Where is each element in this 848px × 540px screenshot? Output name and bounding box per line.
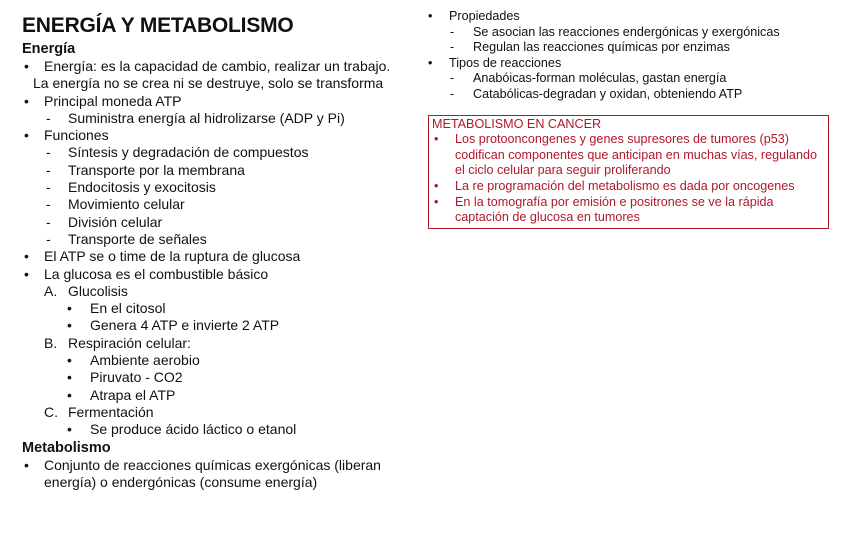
bullet-marker: • xyxy=(434,178,439,193)
respiracion-sub-text: Atrapa el ATP xyxy=(90,386,176,403)
bullet-marker: • xyxy=(24,92,29,109)
bullet-energia-definition xyxy=(22,58,417,75)
funciones-item xyxy=(22,162,417,179)
energia-definition-text: Energía: es la capacidad de cambio, realizar un trabajo. xyxy=(44,58,391,74)
dash-marker: - xyxy=(450,24,455,39)
fermentacion-sub-item xyxy=(22,421,417,438)
dash-marker: - xyxy=(46,213,51,230)
dash-marker: - xyxy=(46,196,51,213)
bullet-marker: • xyxy=(24,265,29,282)
respiracion-label: Respiración celular: xyxy=(68,334,191,351)
glucolisis-sub-text: En el citosol xyxy=(90,300,166,317)
cancer-heading: METABOLISMO EN CANCER xyxy=(432,116,602,131)
bullet-atp xyxy=(22,93,417,110)
page-title: ENERGÍA Y METABOLISMO xyxy=(22,14,294,37)
respiracion-sub-item xyxy=(22,387,417,404)
dash-marker: - xyxy=(46,179,51,196)
glucolisis-item xyxy=(22,283,417,300)
funciones-item-text: Endocitosis y exocitosis xyxy=(68,179,216,196)
cancer-item-text: La re programación del metabolismo es dada por oncogenes xyxy=(455,178,795,193)
letter-marker: B. xyxy=(44,334,58,351)
dash-marker: - xyxy=(46,144,51,161)
bullet-marker: • xyxy=(67,421,72,438)
fermentacion-sub-text: Se produce ácido láctico o etanol xyxy=(90,421,297,438)
propiedades-item-text: Se asocian las reacciones endergónicas y exergónicas xyxy=(473,24,780,39)
funciones-item xyxy=(22,196,417,213)
bullet-tipos xyxy=(428,56,838,72)
atp-glucosa-text: El ATP se o time de la ruptura de glucosa xyxy=(44,248,301,265)
atp-sub-item xyxy=(22,110,417,127)
cancer-item-text: En la tomografía por emisión e positrones se ve la rápida xyxy=(455,194,774,209)
glucolisis-sub-text: Genera 4 ATP e invierte 2 ATP xyxy=(90,317,280,334)
cancer-item xyxy=(432,179,824,195)
propiedades-item xyxy=(428,25,838,41)
atp-sub-text: Suministra energía al hidrolizarse (ADP y Pi) xyxy=(68,109,345,126)
bullet-glucosa xyxy=(22,266,417,283)
bullet-marker: • xyxy=(428,55,433,70)
respiracion-item xyxy=(22,335,417,352)
tipos-item-text: Anabóicas-forman moléculas, gastan energía xyxy=(473,71,727,86)
bullet-marker: • xyxy=(67,386,72,403)
tipos-text: Tipos de reacciones xyxy=(449,55,562,70)
metabolismo-heading: Metabolismo xyxy=(22,439,111,456)
funciones-item-text: Síntesis y degradación de compuestos xyxy=(68,144,309,161)
cancer-item-continuation: captación de glucosa en tumores xyxy=(455,210,640,225)
bullet-marker: • xyxy=(24,127,29,144)
propiedades-item-text: Regulan las reacciones químicas por enzimas xyxy=(473,40,730,55)
funciones-item-text: Transporte por la membrana xyxy=(68,161,245,178)
tipos-item xyxy=(428,71,838,87)
bullet-marker: • xyxy=(24,58,29,74)
bullet-metabolismo-definition xyxy=(22,457,417,474)
funciones-item-text: Transporte de señales xyxy=(68,230,207,247)
dash-marker: - xyxy=(450,86,455,101)
bullet-marker: • xyxy=(428,9,433,23)
right-column xyxy=(428,9,838,229)
metabolismo-definition-line2: energía) o endergónicas (consume energía) xyxy=(44,473,318,490)
letter-marker: A. xyxy=(44,282,58,299)
propiedades-item xyxy=(428,40,838,56)
atp-text: Principal moneda ATP xyxy=(44,92,182,109)
glucolisis-sub-item xyxy=(22,300,417,317)
funciones-item-text: Movimiento celular xyxy=(68,196,185,213)
bullet-marker: • xyxy=(434,194,439,209)
cancer-item xyxy=(432,195,824,211)
funciones-item xyxy=(22,144,417,161)
cancer-item xyxy=(432,132,824,148)
glucolisis-label: Glucolisis xyxy=(68,282,128,299)
bullet-marker: • xyxy=(67,369,72,386)
respiracion-sub-text: Piruvato - CO2 xyxy=(90,369,183,386)
cancer-item-continuation: codifican componentes que anticipan en muchas vías, regulando xyxy=(455,147,817,162)
metabolismo-definition-line1: Conjunto de reacciones químicas exergónicas (liberan xyxy=(44,456,381,473)
bullet-atp-glucosa xyxy=(22,248,417,265)
cancer-item-text: Los protooncongenes y genes supresores de tumores (p53) xyxy=(455,132,789,147)
funciones-item xyxy=(22,231,417,248)
dash-marker: - xyxy=(46,109,51,126)
left-column xyxy=(22,12,417,491)
tipos-item-text: Catabólicas-degradan y oxidan, obteniendo ATP xyxy=(473,86,743,101)
funciones-item-text: División celular xyxy=(68,213,163,230)
dash-marker: - xyxy=(46,161,51,178)
funciones-text: Funciones xyxy=(44,127,109,144)
propiedades-text: Propiedades xyxy=(449,9,520,23)
respiracion-sub-item xyxy=(22,352,417,369)
bullet-funciones xyxy=(22,127,417,144)
bullet-marker: • xyxy=(24,456,29,473)
bullet-marker: • xyxy=(67,317,72,334)
letter-marker: C. xyxy=(44,403,58,420)
bullet-marker: • xyxy=(24,248,29,265)
cancer-box xyxy=(428,115,829,229)
respiracion-sub-text: Ambiente aerobio xyxy=(90,352,200,369)
bullet-marker: • xyxy=(67,300,72,317)
tipos-item xyxy=(428,87,838,103)
dash-marker: - xyxy=(46,230,51,247)
funciones-item xyxy=(22,179,417,196)
bullet-marker: • xyxy=(434,132,439,147)
fermentacion-label: Fermentación xyxy=(68,403,154,420)
dash-marker: - xyxy=(450,71,455,86)
cancer-item-continuation: el ciclo celular para seguir proliferando xyxy=(455,163,671,178)
energia-heading: Energía xyxy=(22,41,76,57)
glucosa-text: La glucosa es el combustible básico xyxy=(44,265,269,282)
energia-conservation-text: La energía no se crea ni se destruye, solo se transforma xyxy=(33,75,384,92)
respiracion-sub-item xyxy=(22,369,417,386)
glucolisis-sub-item xyxy=(22,317,417,334)
funciones-item xyxy=(22,214,417,231)
dash-marker: - xyxy=(450,40,455,55)
fermentacion-item xyxy=(22,404,417,421)
bullet-marker: • xyxy=(67,352,72,369)
bullet-propiedades xyxy=(428,9,838,25)
